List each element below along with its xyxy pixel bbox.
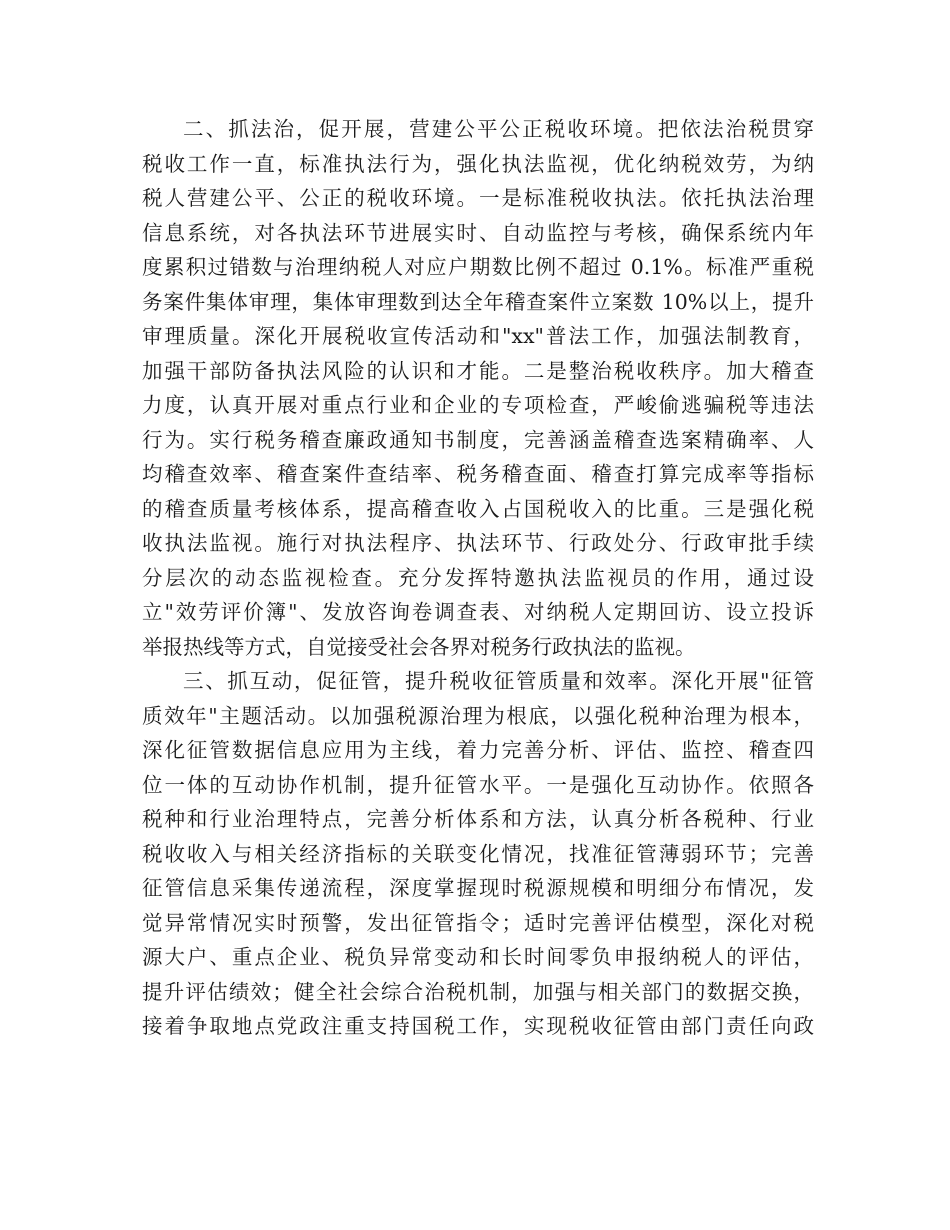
paragraph-line: 立"效劳评价簿"、发放咨询卷调查表、对纳税人定期回访、设立投诉: [142, 600, 814, 624]
paragraph-line: 力度，认真开展对重点行业和企业的专项检查，严峻偷逃骗税等违法: [142, 393, 814, 417]
paragraph-line: 举报热线等方式，自觉接受社会各界对税务行政执法的监视。: [142, 634, 696, 659]
paragraph-line: 税收工作一直，标准执法行为，强化执法监视，优化纳税效劳，为纳: [142, 151, 814, 176]
paragraph-line: 位一体的互动协作机制，提升征管水平。一是强化互动协作。依照各: [142, 772, 814, 797]
paragraph-line: 质效年"主题活动。以加强税源治理为根底，以强化税种治理为根本，: [142, 703, 814, 728]
paragraph-line: 度累积过错数与治理纳税人对应户期数比例不超过 0.1%。标准严重税: [142, 255, 814, 279]
paragraph-line: 接着争取地点党政注重支持国税工作，实现税收征管由部门责任向政: [142, 1014, 814, 1038]
paragraph-line: 深化征管数据信息应用为主线，着力完善分析、评估、监控、稽查四: [142, 738, 814, 762]
paragraph-line: 分层次的动态监视检查。充分发挥特邀执法监视员的作用，通过设: [142, 565, 814, 590]
paragraph-line: 源大户、重点企业、税负异常变动和长时间零负申报纳税人的评估，: [142, 945, 814, 969]
paragraph-line: 务案件集体审理，集体审理数到达全年稽查案件立案数 10%以上，提升: [142, 289, 814, 314]
paragraph-line: 提升评估绩效；健全社会综合治税机制，加强与相关部门的数据交换，: [142, 979, 814, 1004]
paragraph-line: 征管信息采集传递流程，深度掌握现时税源规模和明细分布情况，发: [142, 876, 814, 900]
paragraph-line: 二、抓法治，促开展，营建公平公正税收环境。把依法治税贯穿: [183, 117, 814, 141]
paragraph-line: 行为。实行税务稽查廉政通知书制度，完善涵盖稽查选案精确率、人: [142, 427, 814, 452]
paragraph-line: 三、抓互动，促征管，提升税收征管质量和效率。深化开展"征管: [183, 669, 814, 693]
paragraph-line: 加强干部防备执法风险的认识和才能。二是整治税收秩序。加大稽查: [142, 358, 814, 383]
paragraph-line: 均稽查效率、稽查案件查结率、税务稽查面、稽查打算完成率等指标: [142, 462, 814, 486]
paragraph-line: 税种和行业治理特点，完善分析体系和方法，认真分析各税种、行业: [142, 807, 814, 831]
paragraph-line: 觉异常情况实时预警，发出征管指令；适时完善评估模型，深化对税: [142, 910, 814, 935]
paragraph-line: 审理质量。深化开展税收宣传活动和"xx"普法工作，加强法制教育，: [142, 324, 814, 348]
paragraph-line: 税人营建公平、公正的税收环境。一是标准税收执法。依托执法治理: [142, 186, 814, 210]
paragraph-line: 收执法监视。施行对执法程序、执法环节、行政处分、行政审批手续: [142, 531, 814, 555]
body-text: [142, 112, 814, 1044]
paragraph-line: 信息系统，对各执法环节进展实时、自动监控与考核，确保系统内年: [142, 220, 814, 245]
paragraph-line: 税收收入与相关经济指标的关联变化情况，找准征管薄弱环节；完善: [142, 841, 814, 866]
paragraph-line: 的稽查质量考核体系，提高稽查收入占国税收入的比重。三是强化税: [142, 496, 814, 521]
